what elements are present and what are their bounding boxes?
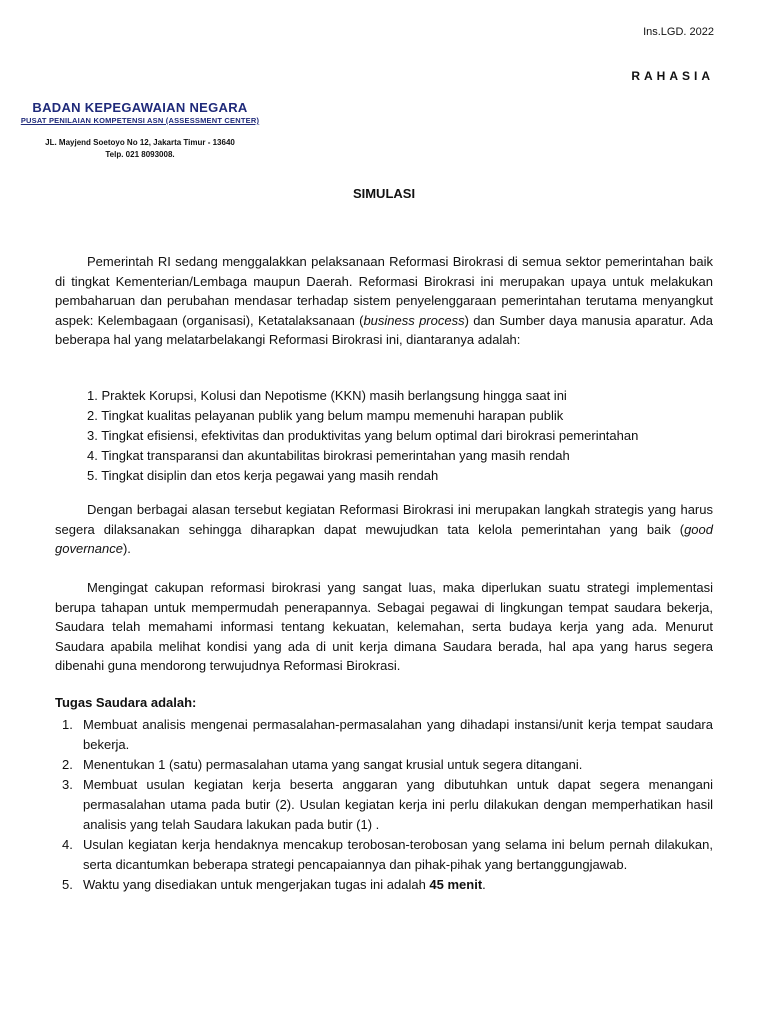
time-text-a: Waktu yang disediakan untuk mengerjakan tugas ini adalah (83, 877, 430, 892)
list-item: 1. Praktek Korupsi, Kolusi dan Nepotisme (KKN) masih berlangsung hingga saat ini (87, 388, 567, 403)
context-paragraph (55, 578, 713, 676)
agency-unit: PUSAT PENILAIAN KOMPETENSI ASN (ASSESSMENT CENTER) (20, 116, 260, 125)
strategy-italic: good governance (55, 521, 713, 556)
time-text-b: . (482, 877, 486, 892)
time-limit: 45 menit (429, 877, 483, 892)
task-number: 1. (62, 717, 73, 732)
agency-address: JL. Mayjend Soetoyo No 12, Jakarta Timur - 13640 (45, 138, 235, 147)
list-item (55, 715, 713, 755)
list-item: 4. Tingkat transparansi dan akuntabilitas birokrasi pemerintahan yang masih rendah (87, 448, 570, 463)
document-title: SIMULASI (352, 186, 416, 201)
task-text: Menentukan 1 (satu) permasalahan utama yang sangat krusial untuk segera ditangani. (83, 757, 583, 772)
strategy-text-a: Dengan berbagai alasan tersebut kegiatan Reformasi Birokrasi ini merupakan langkah strategis yang harus segera dilaksanakan sehingga diharapkan dapat mewujudkan tata kelola pemerintahan yang baik ( (55, 502, 713, 537)
list-item: 2. Tingkat kualitas pelayanan publik yang belum mampu memenuhi harapan publik (87, 408, 564, 423)
list-item (55, 835, 713, 875)
intro-text-b: ) dan Sumber daya manusia aparatur. Ada beberapa hal yang melatarbelakangi Reformasi Birokrasi ini, diantaranya adalah: (55, 312, 713, 347)
list-item (55, 755, 713, 775)
agency-phone: Telp. 021 8093008. (105, 150, 175, 159)
task-text: Membuat usulan kegiatan kerja beserta anggaran yang dibutuhkan untuk dapat segera menangani permasalahan utama pada butir (2). Usulan kegiatan kerja ini perlu dilakukan dengan memperhatikan hasil analisis yang telah Saudara lakukan pada butir (1) . (83, 777, 713, 832)
task-text: Membuat analisis mengenai permasalahan-permasalahan yang dihadapi instansi/unit kerja tempat saudara bekerja. (83, 717, 713, 752)
strategy-paragraph (55, 500, 713, 559)
tasks-heading: Tugas Saudara adalah: (55, 695, 197, 710)
task-text (83, 875, 713, 895)
task-text: Usulan kegiatan kerja hendaknya mencakup terobosan-terobosan yang selama ini belum pernah dilakukan, serta dicantumkan beberapa strategi pencapaiannya dan pihak-pihak yang bertanggungjawab. (83, 837, 713, 872)
task-number: 5. (62, 877, 73, 892)
task-number: 2. (62, 757, 73, 772)
list-item (55, 775, 713, 835)
classification-label: RAHASIA (631, 69, 714, 83)
intro-italic: business process (363, 312, 465, 328)
context-text: Mengingat cakupan reformasi birokrasi yang sangat luas, maka diperlukan suatu strategi implementasi berupa tahapan untuk mempermudah penerapannya. Sebagai pegawai di lingkungan tempat saudara bekerja, Saudara telah memahami informasi tentang kekuatan, kelemahan, serta budaya kerja yang ada. Menurut Saudara apabila melihat kondisi yang ada di unit kerja dimana Saudara berada, hal apa yang harus segera dibenahi guna mendorong terwujudnya Reformasi Birokrasi. (55, 580, 713, 673)
reasons-list (87, 386, 727, 486)
list-item (55, 875, 713, 895)
list-item: 5. Tingkat disiplin dan etos kerja pegawai yang masih rendah (87, 468, 439, 483)
tasks-list (55, 715, 713, 895)
agency-contact (20, 137, 260, 161)
agency-header (20, 100, 260, 125)
list-item: 3. Tingkat efisiensi, efektivitas dan produktivitas yang belum optimal dari birokrasi pemerintahan (87, 428, 639, 443)
strategy-text-b: ). (122, 541, 131, 556)
document-code: Ins.LGD. 2022 (643, 26, 714, 38)
intro-paragraph (55, 252, 713, 350)
agency-name: BADAN KEPEGAWAIAN NEGARA (32, 100, 248, 115)
task-number: 4. (62, 837, 73, 852)
intro-text-a: Pemerintah RI sedang menggalakkan pelaksanaan Reformasi Birokrasi di semua sektor pemerintahan baik di tingkat Kementerian/Lembaga maupun Daerah. Reformasi Birokrasi ini merupakan upaya untuk melakukan pembaharuan dan perubahan mendasar terhadap sistem penyelenggaraan pemerintahan terutama menyangkut aspek: Kelembagaan (organisasi), Ketatalaksanaan ( (55, 254, 713, 328)
task-number: 3. (62, 777, 73, 792)
